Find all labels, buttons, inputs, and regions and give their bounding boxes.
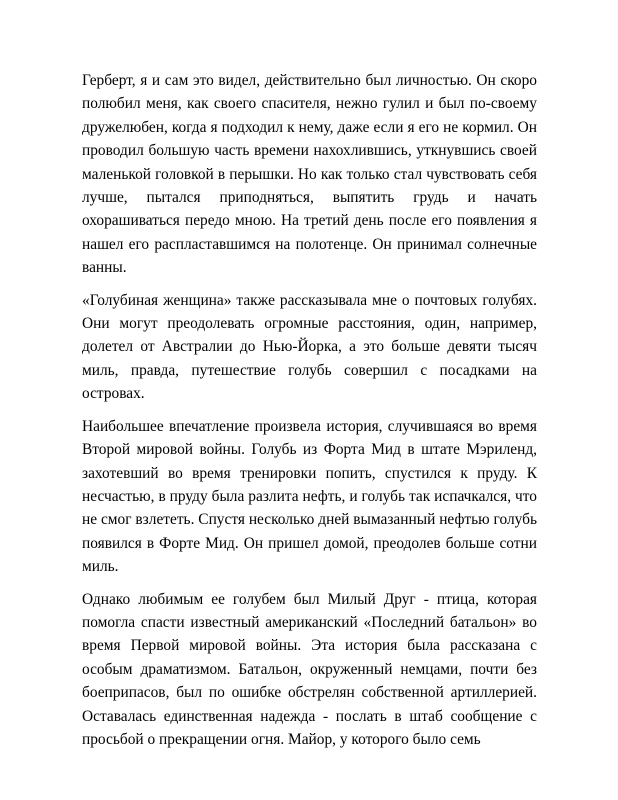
document-page <box>82 69 537 751</box>
paragraph-fort-meade: Наибольшее впечатление произвела история, случившаяся во время Второй мировой войны. Голубь из Форта Мид в штате Мэриленд, захотевший во время тренировки попить, спустился к пруду. К несчастью, в пруду была разлита нефть, и голубь так испачкался, что не смог взлететь. Спустя несколько дней вымазанный нефтью голубь появился в Форте Мид. Он пришел домой, преодолев больше сотни миль. <box>82 417 537 576</box>
paragraph-carrier-pigeons: «Голубиная женщина» также рассказывала мне о почтовых голубях. Они могут преодолевать огромные расстояния, один, например, долетел от Австралии до Нью-Йорка, а это больше девяти тысяч миль, правда, путешествие голубь совершил с посадками на островах. <box>82 291 537 403</box>
paragraph-cher-ami: Однако любимым ее голубем был Милый Друг - птица, которая помогла спасти известный американский «Последний батальон» во время Первой мировой войны. Эта история была рассказана с особым драматизмом. Батальон, окруженный немцами, почти без боеприпасов, был по ошибке обстрелян собственной артиллерией. Оставалась единственная надежда - послать в штаб сообщение с просьбой о прекращении огня. Майор, у которого было семь <box>82 590 537 748</box>
paragraph-herbert: Герберт, я и сам это видел, действительно был личностью. Он скоро полюбил меня, как своего спасителя, нежно гулил и был по-своему дружелюбен, когда я подходил к нему, даже если я его не кормил. Он проводил большую часть времени нахохлившись, уткнувшись своей маленькой головкой в перышки. Но как только стал чувствовать себя лучше, пытался приподняться, выпятить грудь и начать охорашиваться передо мною. На третий день после его появления я нашел его распластавшимся на полотенце. Он принимал солнечные ванны. <box>82 72 537 277</box>
